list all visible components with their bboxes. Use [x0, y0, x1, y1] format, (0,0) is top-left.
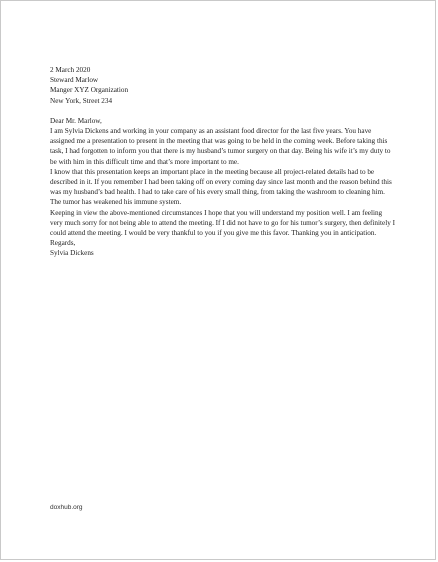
- body-paragraph-3: Keeping in view the above-mentioned circumstances I hope that you will understand my position well. I am feeling very much sorry for not being able to attend the meeting. If I did not have to go for his tumor’s surgery, then definitely I could attend the meeting. I would be very thankful to you if you give me this favor. Thanking you in anticipation.: [50, 208, 395, 238]
- body-paragraph-1: I am Sylvia Dickens and working in your company as an assistant food director for the last five years. You have assigned me a presentation to present in the meeting that was going to be held in the coming week. Before taking this task, I had forgotten to inform you that there is my husband’s tumor surgery on that day. Being his wife it’s my duty to be with him in this difficult time and that’s more important to me.: [50, 127, 391, 166]
- letter-date: 2 March 2020: [50, 66, 91, 74]
- body-paragraph-2: I know that this presentation keeps an important place in the meeting because all project-related details had to be described in it. If you remember I had been taking off on every coming day since last month and the reason behind this was my husband’s bad health. I had to take care of his every small thing, from taking the washroom to cleaning him. The tumor has weakened his immune system.: [50, 167, 392, 207]
- signature-name: Sylvia Dickens: [50, 249, 94, 258]
- footer-site-label: doxhub.org: [50, 504, 83, 511]
- letter-body: [50, 65, 395, 259]
- recipient-title: Manger XYZ Organization: [50, 86, 129, 95]
- closing: Regards,: [50, 239, 76, 248]
- recipient-address: New York, Street 234: [50, 96, 113, 105]
- recipient-name: Steward Marlow: [50, 76, 99, 85]
- salutation: Dear Mr. Marlow,: [50, 116, 102, 125]
- recipient-address-block: [50, 75, 395, 106]
